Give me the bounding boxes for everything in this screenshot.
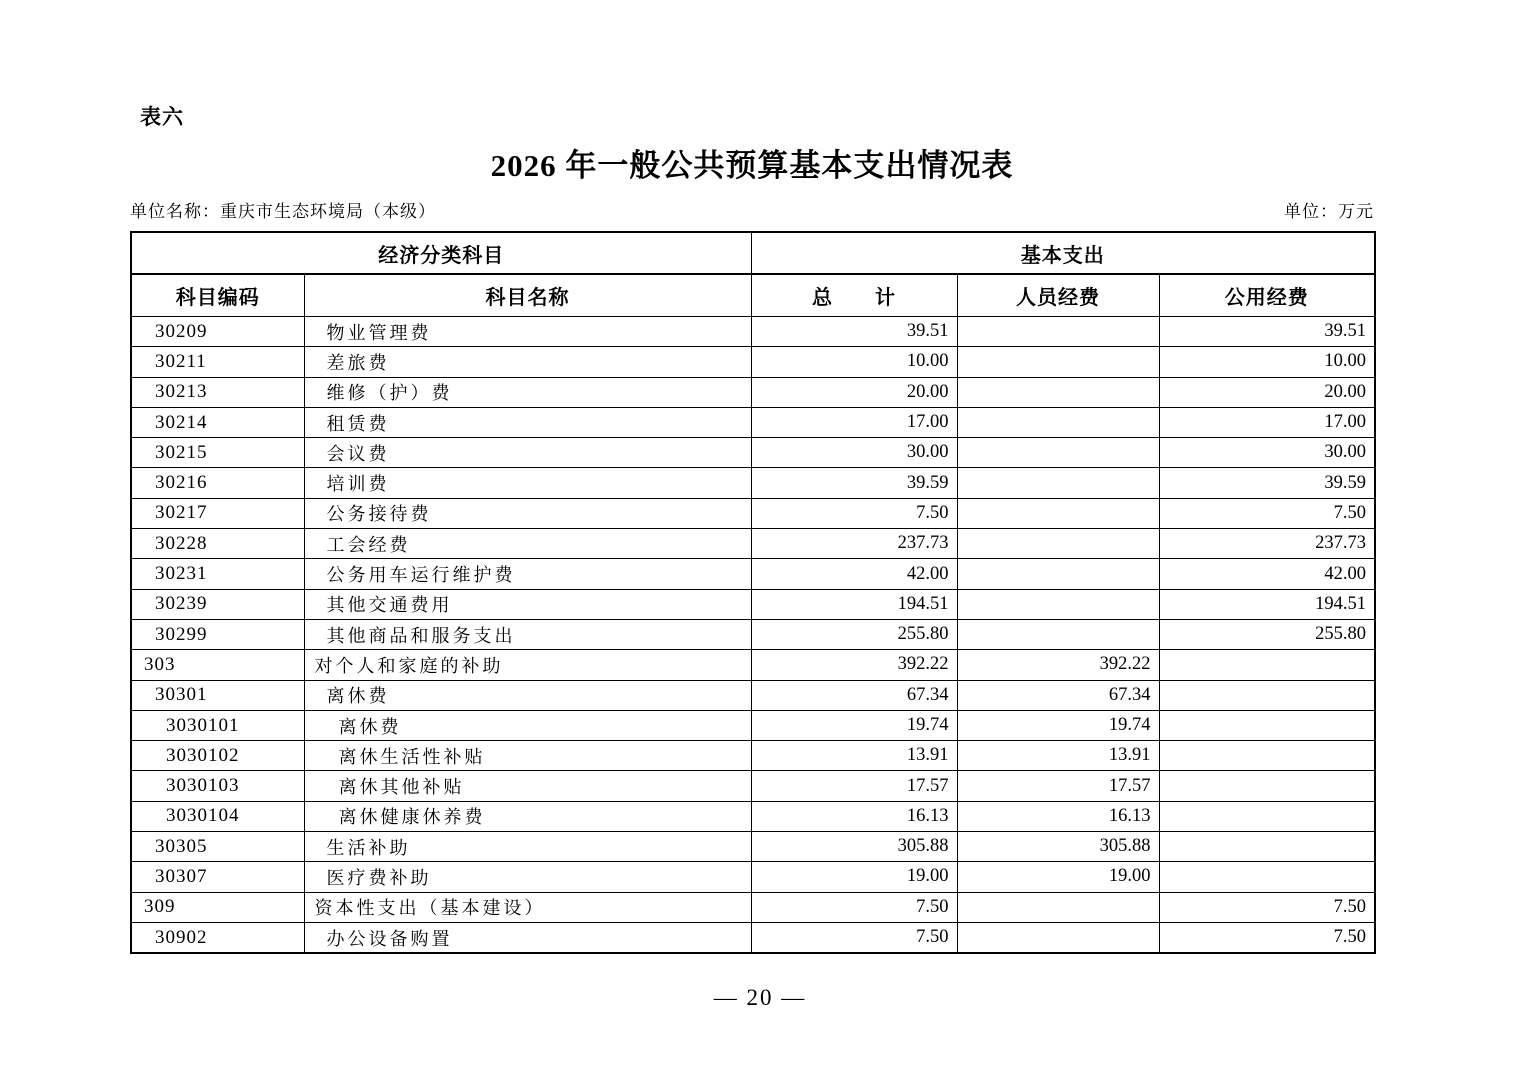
cell-subject-name: 其他商品和服务支出 [304, 619, 751, 649]
cell-subject-code: 30214 [131, 407, 304, 437]
cell-subject-code: 30209 [131, 317, 304, 347]
cell-subject-code: 30301 [131, 680, 304, 710]
cell-personnel-funds [957, 468, 1159, 498]
cell-public-funds [1159, 862, 1375, 892]
cell-subject-code: 3030104 [131, 801, 304, 831]
table-row [131, 862, 1375, 892]
cell-subject-code: 303 [131, 650, 304, 680]
table-row [131, 468, 1375, 498]
page-title: 2026 年一般公共预算基本支出情况表 [490, 148, 1014, 183]
cell-personnel-funds [957, 498, 1159, 528]
cell-subject-name: 租赁费 [304, 407, 751, 437]
cell-public-funds [1159, 680, 1375, 710]
cell-public-funds [1159, 771, 1375, 801]
cell-total: 392.22 [751, 650, 957, 680]
cell-total: 30.00 [751, 438, 957, 468]
table-group-header-row [131, 232, 1375, 274]
table-row [131, 832, 1375, 862]
cell-personnel-funds: 17.57 [957, 771, 1159, 801]
table-row [131, 741, 1375, 771]
cell-public-funds: 30.00 [1159, 438, 1375, 468]
table-body [131, 317, 1375, 954]
cell-subject-code: 30239 [131, 589, 304, 619]
cell-total: 255.80 [751, 619, 957, 649]
cell-subject-code: 30307 [131, 862, 304, 892]
cell-personnel-funds [957, 559, 1159, 589]
cell-subject-code: 30228 [131, 529, 304, 559]
cell-subject-name: 离休其他补贴 [304, 771, 751, 801]
cell-subject-name: 工会经费 [304, 529, 751, 559]
cell-total: 67.34 [751, 680, 957, 710]
table-header [131, 232, 1375, 317]
cell-subject-code: 30299 [131, 619, 304, 649]
cell-public-funds: 17.00 [1159, 407, 1375, 437]
cell-subject-code: 30217 [131, 498, 304, 528]
cell-total: 17.57 [751, 771, 957, 801]
table-number-label: 表六 [140, 106, 184, 129]
cell-personnel-funds: 19.74 [957, 710, 1159, 740]
budget-expenditure-table [130, 231, 1376, 954]
cell-total: 194.51 [751, 589, 957, 619]
cell-total: 17.00 [751, 407, 957, 437]
cell-personnel-funds: 16.13 [957, 801, 1159, 831]
cell-subject-name: 医疗费补助 [304, 862, 751, 892]
table-row [131, 559, 1375, 589]
cell-subject-name: 对个人和家庭的补助 [304, 650, 751, 680]
cell-public-funds: 10.00 [1159, 347, 1375, 377]
cell-total: 7.50 [751, 892, 957, 922]
cell-total: 16.13 [751, 801, 957, 831]
cell-personnel-funds [957, 377, 1159, 407]
table-row [131, 771, 1375, 801]
column-header-code: 科目编码 [131, 274, 304, 317]
cell-public-funds: 7.50 [1159, 892, 1375, 922]
cell-subject-name: 资本性支出（基本建设） [304, 892, 751, 922]
cell-subject-name: 生活补助 [304, 832, 751, 862]
cell-total: 39.51 [751, 317, 957, 347]
cell-subject-name: 差旅费 [304, 347, 751, 377]
cell-subject-code: 30305 [131, 832, 304, 862]
cell-subject-name: 离休生活性补贴 [304, 741, 751, 771]
cell-total: 19.74 [751, 710, 957, 740]
cell-subject-code: 30216 [131, 468, 304, 498]
column-header-personnel: 人员经费 [957, 274, 1159, 317]
cell-public-funds [1159, 650, 1375, 680]
cell-personnel-funds: 392.22 [957, 650, 1159, 680]
cell-public-funds: 237.73 [1159, 529, 1375, 559]
cell-total: 7.50 [751, 498, 957, 528]
cell-subject-name: 办公设备购置 [304, 922, 751, 953]
cell-public-funds: 7.50 [1159, 498, 1375, 528]
cell-public-funds: 7.50 [1159, 922, 1375, 953]
cell-subject-code: 3030102 [131, 741, 304, 771]
cell-total: 305.88 [751, 832, 957, 862]
table-row [131, 892, 1375, 922]
cell-public-funds [1159, 801, 1375, 831]
cell-personnel-funds: 13.91 [957, 741, 1159, 771]
table-row [131, 317, 1375, 347]
cell-subject-name: 公务接待费 [304, 498, 751, 528]
cell-public-funds: 42.00 [1159, 559, 1375, 589]
cell-public-funds [1159, 710, 1375, 740]
cell-total: 20.00 [751, 377, 957, 407]
unit-info-row [130, 197, 1374, 222]
column-header-public: 公用经费 [1159, 274, 1375, 317]
table-row [131, 589, 1375, 619]
cell-public-funds: 194.51 [1159, 589, 1375, 619]
cell-subject-code: 30213 [131, 377, 304, 407]
cell-total: 19.00 [751, 862, 957, 892]
cell-subject-name: 维修（护）费 [304, 377, 751, 407]
cell-personnel-funds [957, 922, 1159, 953]
table-row [131, 650, 1375, 680]
cell-subject-code: 30902 [131, 922, 304, 953]
cell-personnel-funds [957, 589, 1159, 619]
table-row [131, 680, 1375, 710]
cell-public-funds: 39.51 [1159, 317, 1375, 347]
cell-subject-name: 离休费 [304, 710, 751, 740]
cell-subject-name: 培训费 [304, 468, 751, 498]
cell-personnel-funds: 19.00 [957, 862, 1159, 892]
cell-personnel-funds: 305.88 [957, 832, 1159, 862]
group-header-basic-expenditure: 基本支出 [751, 232, 1375, 274]
table-row [131, 347, 1375, 377]
cell-personnel-funds: 67.34 [957, 680, 1159, 710]
cell-subject-code: 309 [131, 892, 304, 922]
column-header-total: 总 计 [751, 274, 957, 317]
column-header-name: 科目名称 [304, 274, 751, 317]
cell-total: 13.91 [751, 741, 957, 771]
cell-personnel-funds [957, 619, 1159, 649]
cell-total: 237.73 [751, 529, 957, 559]
unit-of-measure-label: 单位：万元 [1284, 202, 1374, 221]
cell-personnel-funds [957, 347, 1159, 377]
cell-personnel-funds [957, 892, 1159, 922]
cell-subject-name: 其他交通费用 [304, 589, 751, 619]
cell-subject-name: 公务用车运行维护费 [304, 559, 751, 589]
table-row [131, 377, 1375, 407]
cell-subject-code: 30215 [131, 438, 304, 468]
cell-personnel-funds [957, 317, 1159, 347]
table-row [131, 407, 1375, 437]
page-number: — 20 — [713, 985, 807, 1010]
cell-subject-name: 会议费 [304, 438, 751, 468]
cell-public-funds: 255.80 [1159, 619, 1375, 649]
cell-public-funds: 39.59 [1159, 468, 1375, 498]
cell-subject-code: 3030103 [131, 771, 304, 801]
cell-subject-code: 3030101 [131, 710, 304, 740]
table-row [131, 619, 1375, 649]
cell-subject-code: 30231 [131, 559, 304, 589]
table-row [131, 801, 1375, 831]
cell-subject-name: 离休健康休养费 [304, 801, 751, 831]
table-column-header-row [131, 274, 1375, 317]
unit-name-label: 单位名称：重庆市生态环境局（本级） [130, 202, 436, 221]
table-row [131, 710, 1375, 740]
cell-total: 10.00 [751, 347, 957, 377]
cell-subject-name: 物业管理费 [304, 317, 751, 347]
table-row [131, 498, 1375, 528]
cell-subject-code: 30211 [131, 347, 304, 377]
table-row [131, 529, 1375, 559]
cell-subject-name: 离休费 [304, 680, 751, 710]
cell-personnel-funds [957, 407, 1159, 437]
group-header-economic-classification: 经济分类科目 [131, 232, 751, 274]
cell-personnel-funds [957, 438, 1159, 468]
cell-personnel-funds [957, 529, 1159, 559]
cell-public-funds [1159, 741, 1375, 771]
table-row [131, 438, 1375, 468]
cell-total: 39.59 [751, 468, 957, 498]
table-row [131, 922, 1375, 953]
cell-total: 42.00 [751, 559, 957, 589]
cell-public-funds: 20.00 [1159, 377, 1375, 407]
cell-total: 7.50 [751, 922, 957, 953]
cell-public-funds [1159, 832, 1375, 862]
